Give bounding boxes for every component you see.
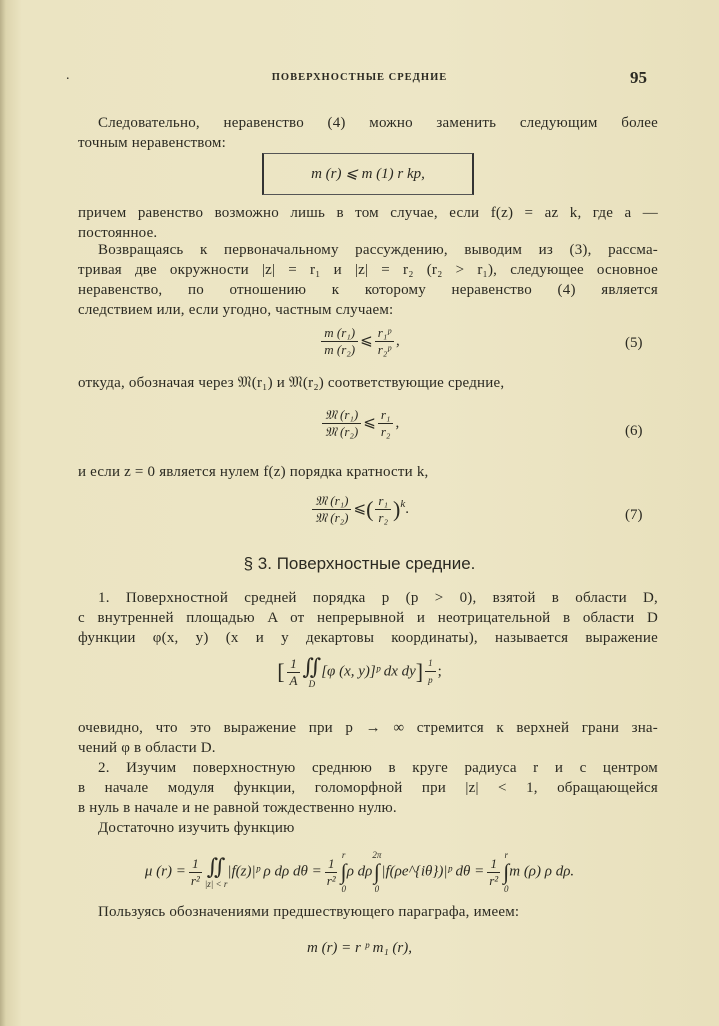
- equation-number: (6): [625, 423, 643, 439]
- text-line: функции φ(x, y) (x и y декартовы координаты), называется выражение: [78, 630, 658, 646]
- equation-number: (7): [625, 507, 643, 523]
- text-line: точным неравенством:: [78, 135, 226, 151]
- text-line: Следовательно, неравенство (4) можно заменить следующим более: [98, 115, 658, 131]
- equation-number: (5): [625, 335, 643, 351]
- equation-6: $\frac{\text{𝔐 (r₁)}}{\text{𝔐 (r₂)}}$ ⩽ $\frac{\text{r₁}}{\text{r₂}}$ ,: [0, 407, 719, 440]
- section-heading: § 3. Поверхностные средние.: [243, 554, 476, 573]
- text-line: очевидно, что это выражение при p → ∞ стремится к верхней грани зна-: [78, 720, 658, 736]
- text-line: следствием или, если угодно, частным случаем:: [78, 302, 394, 318]
- mu-formula: μ (r) = $\frac{1}{\text{r²}}$ ∬ |z| < r |f(z)|ᵖ ρ dρ dθ = $\frac{1}{\text{r²}}$ r ∫ 0 ρ dρ 2π ∫ 0 |f(ρe^{iθ})|ᵖ dθ = $\frac{1}{\text{r²}}$ r ∫ 0 m (ρ) ρ dρ.: [144, 850, 575, 894]
- surface-mean-formula: [ $\frac{1}{A}$ ∬ D [φ (x, y)]ᵖ dx dy] $\frac{1}{p}$ ;: [277, 654, 442, 689]
- text-line: 1. Поверхностной средней порядка p (p > 0), взятой в области D,: [98, 590, 658, 606]
- text-line: постоянное.: [78, 225, 158, 241]
- text-line: в нуль в начале и не равной тождественно нулю.: [78, 800, 397, 816]
- text-line: чений φ в области D.: [78, 740, 216, 756]
- text-line: тривая две окружности |z| = r₁ и |z| = r₂ (r₂ > r₁), следующее основное: [78, 262, 658, 278]
- text-line: Пользуясь обозначениями предшествующего параграфа, имеем:: [98, 904, 520, 920]
- text-line: откуда, обозначая через 𝔐(r₁) и 𝔐(r₂) соответствующие средние,: [78, 375, 505, 391]
- equation-7: $\frac{\text{𝔐 (r₁)}}{\text{𝔐 (r₂)}}$ ⩽( $\frac{\text{r₁}}{\text{r₂}}$ )$^k$.: [0, 493, 719, 526]
- text-line: с внутренней площадью A от непрерывной и неотрицательной в области D: [78, 610, 658, 626]
- text-line: Возвращаясь к первоначальному рассуждению, выводим из (3), рассма-: [98, 242, 658, 258]
- final-formula: m (r) = r ᵖ m₁ (r),: [307, 940, 412, 956]
- text-line: 2. Изучим поверхностную среднюю в круге радиуса r и с центром: [98, 760, 658, 776]
- running-title: ПОВЕРХНОСТНЫЕ СРЕДНИЕ: [271, 72, 448, 83]
- boxed-inequality: m (r) ⩽ m (1) r kp,: [262, 153, 474, 195]
- text-line: и если z = 0 является нулем f(z) порядка кратности k,: [78, 464, 429, 480]
- text-line: Достаточно изучить функцию: [98, 820, 295, 836]
- page-number: 95: [630, 68, 647, 87]
- page-mark: .: [66, 68, 70, 83]
- text-line: неравенство, по отношению к которому неравенство (4) является: [78, 282, 658, 298]
- equation-5: $\frac{\text{m (r₁)}}{\text{m (r₂)}}$ ⩽ $\frac{\text{r₁ᵖ}}{\text{r₂ᵖ}}$ ,: [0, 325, 719, 358]
- text-line: причем равенство возможно лишь в том случае, если f(z) = az k, где a —: [78, 205, 658, 221]
- text-line: в начале модуля функции, голоморфной при |z| < 1, обращающейся: [78, 780, 658, 796]
